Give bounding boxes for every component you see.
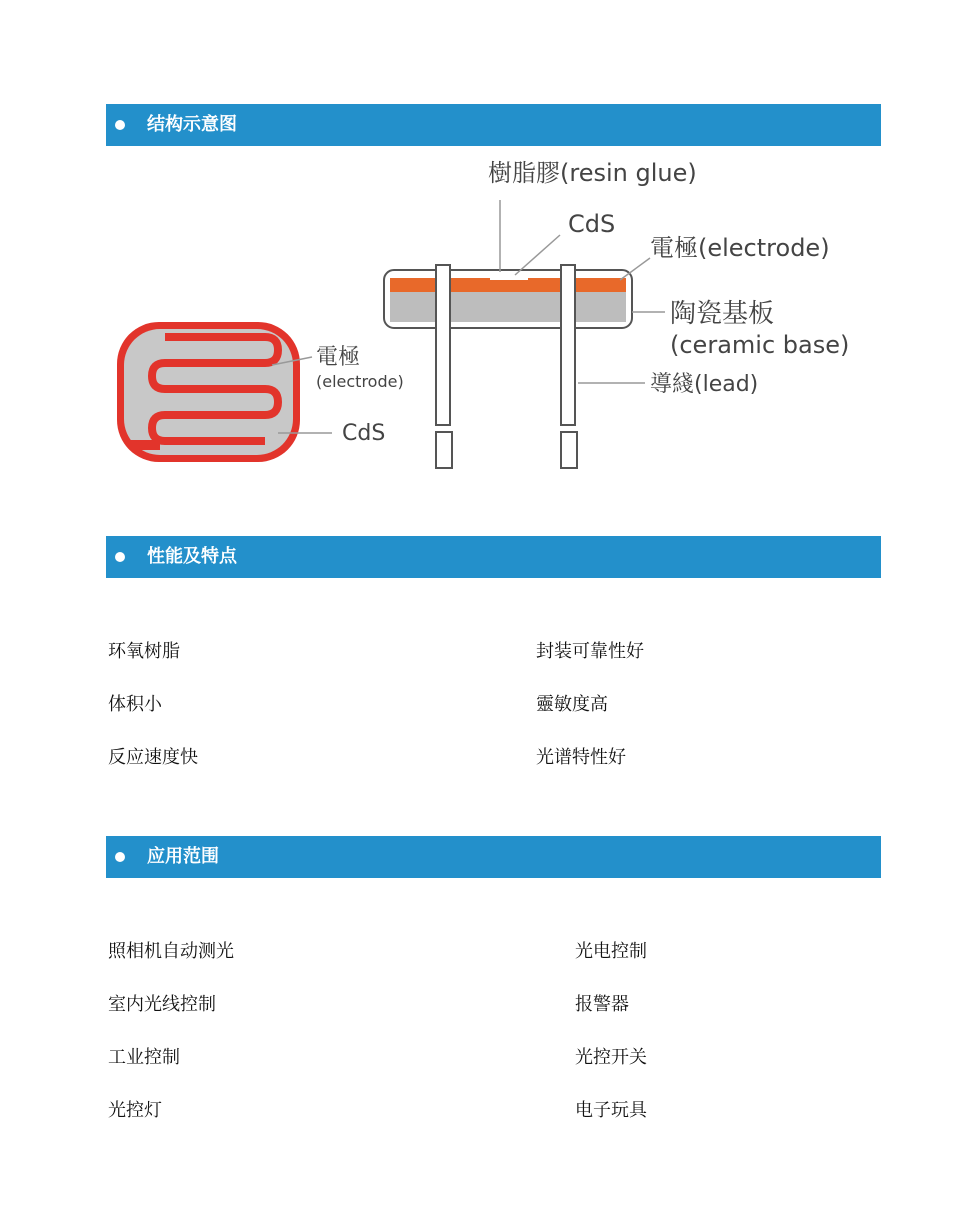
label-lead: 導綫(lead) [650, 372, 759, 397]
section-header-features [106, 536, 881, 578]
label-cds-top: CdS [568, 210, 616, 238]
bullet-icon [115, 552, 125, 562]
feature-item: 光谱特性好 [536, 747, 626, 768]
structure-diagram [0, 150, 963, 480]
label-ceramic-base-en: (ceramic base) [670, 331, 850, 359]
application-item: 光电控制 [575, 941, 647, 962]
application-item: 工业控制 [108, 1047, 180, 1068]
application-item: 报警器 [575, 994, 629, 1015]
application-item: 光控开关 [575, 1047, 647, 1068]
feature-item: 环氧树脂 [108, 641, 180, 662]
label-cds-left: CdS [342, 421, 386, 446]
photoresistor-top-view [117, 322, 300, 462]
section-title: 结构示意图 [147, 114, 237, 135]
photoresistor-side-view [384, 265, 632, 468]
application-item: 光控灯 [108, 1100, 162, 1121]
label-electrode-right: 電極(electrode) [650, 234, 830, 262]
feature-item: 封装可靠性好 [536, 641, 644, 662]
section-header-applications [106, 836, 881, 878]
label-ceramic-base: 陶瓷基板 [670, 299, 775, 329]
application-item: 室内光线控制 [108, 994, 216, 1015]
label-resin-glue: 樹脂膠(resin glue) [488, 159, 697, 187]
bullet-icon [115, 852, 125, 862]
section-title: 性能及特点 [147, 546, 237, 567]
feature-item: 靈敏度高 [536, 694, 608, 715]
label-electrode-left-en: (electrode) [316, 372, 404, 391]
feature-item: 体积小 [108, 694, 162, 715]
section-header-structure [106, 104, 881, 146]
label-electrode-left: 電極 [316, 345, 361, 370]
feature-item: 反应速度快 [108, 747, 198, 768]
section-title: 应用范围 [147, 846, 219, 867]
bullet-icon [115, 120, 125, 130]
application-item: 照相机自动测光 [108, 941, 234, 962]
application-item: 电子玩具 [575, 1100, 647, 1121]
